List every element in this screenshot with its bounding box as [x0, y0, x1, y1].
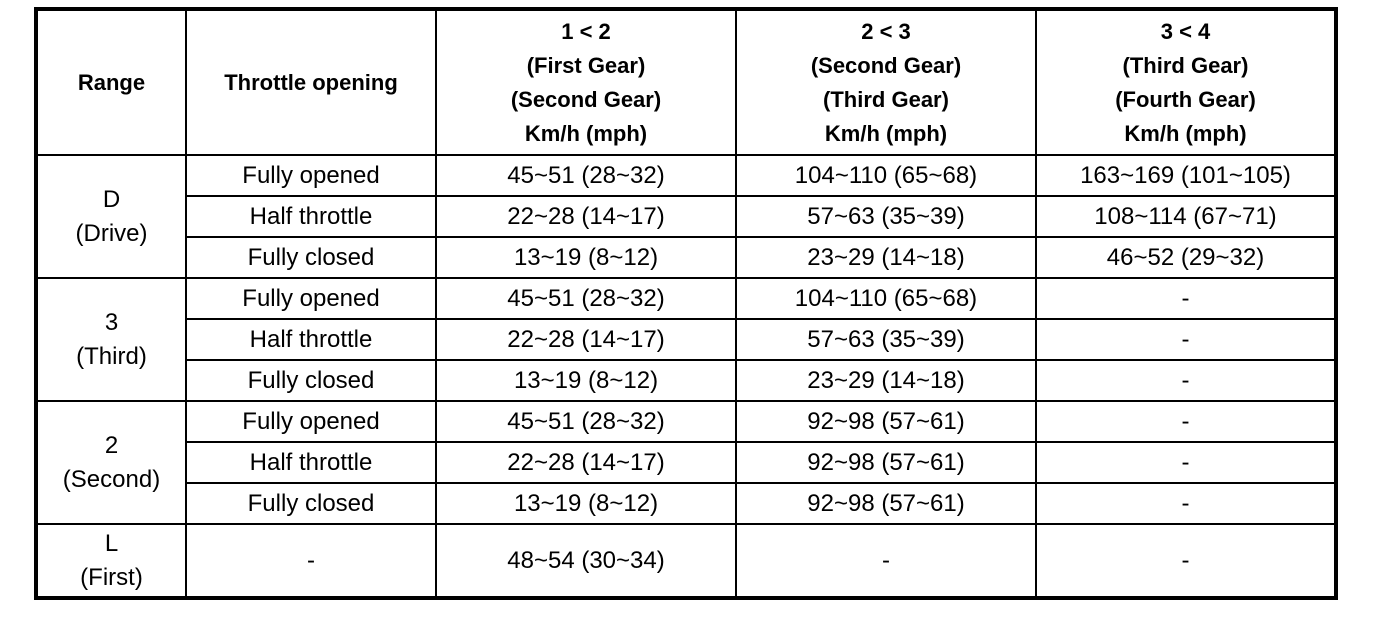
range-cell-first: [36, 524, 186, 598]
speed-cell-1-2: 22~28 (14~17): [436, 196, 736, 237]
speed-cell-2-3: 104~110 (65~68): [736, 155, 1036, 196]
table-row: [36, 278, 1336, 319]
speed-cell-2-3: -: [736, 524, 1036, 598]
speed-cell-2-3: 57~63 (35~39): [736, 319, 1036, 360]
header-gear-2-3-line: (Third Gear): [823, 86, 949, 112]
throttle-cell: Half throttle: [186, 196, 436, 237]
range-cell-second: [36, 401, 186, 524]
range-sublabel: (First): [80, 563, 143, 591]
throttle-cell: Fully closed: [186, 360, 436, 401]
header-range: Range: [36, 9, 186, 155]
throttle-cell: -: [186, 524, 436, 598]
range-sublabel: (Drive): [75, 219, 148, 247]
speed-cell-1-2: 13~19 (8~12): [436, 237, 736, 278]
throttle-cell: Fully opened: [186, 401, 436, 442]
speed-cell-2-3: 92~98 (57~61): [736, 401, 1036, 442]
header-gear-2-3-line: Km/h (mph): [824, 120, 948, 146]
header-gear-2-3-line: 2 < 3: [861, 18, 911, 44]
speed-cell-1-2: 22~28 (14~17): [436, 442, 736, 483]
speed-cell-3-4: 46~52 (29~32): [1036, 237, 1336, 278]
speed-cell-2-3: 57~63 (35~39): [736, 196, 1036, 237]
speed-cell-1-2: 48~54 (30~34): [436, 524, 736, 598]
range-cell-third: [36, 278, 186, 401]
speed-cell-1-2: 45~51 (28~32): [436, 401, 736, 442]
header-gear-3-4-line: 3 < 4: [1160, 18, 1211, 44]
throttle-cell: Half throttle: [186, 319, 436, 360]
range-label: 2: [104, 431, 119, 459]
speed-cell-1-2: 45~51 (28~32): [436, 155, 736, 196]
speed-cell-2-3: 92~98 (57~61): [736, 442, 1036, 483]
throttle-cell: Fully closed: [186, 483, 436, 524]
table-row: [36, 360, 1336, 401]
speed-cell-1-2: 45~51 (28~32): [436, 278, 736, 319]
table-row: [36, 483, 1336, 524]
throttle-cell: Fully closed: [186, 237, 436, 278]
header-gear-2-3: [736, 9, 1036, 155]
speed-cell-2-3: 104~110 (65~68): [736, 278, 1036, 319]
header-row: [36, 9, 1336, 155]
range-sublabel: (Third): [76, 342, 147, 370]
range-cell-drive: [36, 155, 186, 278]
range-label: L: [104, 529, 119, 557]
speed-cell-3-4: 163~169 (101~105): [1036, 155, 1336, 196]
table-row: [36, 524, 1336, 598]
header-gear-1-2: [436, 9, 736, 155]
throttle-cell: Fully opened: [186, 278, 436, 319]
speed-cell-2-3: 23~29 (14~18): [736, 237, 1036, 278]
speed-cell-2-3: 92~98 (57~61): [736, 483, 1036, 524]
header-gear-1-2-line: Km/h (mph): [524, 120, 648, 146]
speed-cell-1-2: 13~19 (8~12): [436, 483, 736, 524]
table-row: [36, 401, 1336, 442]
speed-cell-3-4: -: [1036, 442, 1336, 483]
header-gear-1-2-line: (First Gear): [526, 52, 646, 78]
speed-cell-3-4: 108~114 (67~71): [1036, 196, 1336, 237]
speed-cell-1-2: 13~19 (8~12): [436, 360, 736, 401]
speed-cell-1-2: 22~28 (14~17): [436, 319, 736, 360]
range-label: 3: [104, 308, 119, 336]
speed-cell-2-3: 23~29 (14~18): [736, 360, 1036, 401]
speed-cell-3-4: -: [1036, 319, 1336, 360]
speed-cell-3-4: -: [1036, 524, 1336, 598]
header-gear-3-4-line: (Fourth Gear): [1115, 86, 1256, 112]
range-label: D: [102, 185, 121, 213]
speed-cell-3-4: -: [1036, 278, 1336, 319]
range-sublabel: (Second): [62, 465, 161, 493]
table-row: [36, 155, 1336, 196]
table-row: [36, 196, 1336, 237]
table-row: [36, 442, 1336, 483]
header-gear-3-4-line: (Third Gear): [1122, 52, 1249, 78]
header-gear-3-4: [1036, 9, 1336, 155]
header-gear-2-3-line: (Second Gear): [810, 52, 962, 78]
header-gear-1-2-line: (Second Gear): [510, 86, 662, 112]
header-gear-1-2-line: 1 < 2: [561, 18, 611, 44]
speed-cell-3-4: -: [1036, 360, 1336, 401]
speed-cell-3-4: -: [1036, 483, 1336, 524]
throttle-cell: Half throttle: [186, 442, 436, 483]
header-throttle-opening: Throttle opening: [186, 9, 436, 155]
table-row: [36, 237, 1336, 278]
speed-cell-3-4: -: [1036, 401, 1336, 442]
throttle-cell: Fully opened: [186, 155, 436, 196]
header-gear-3-4-line: Km/h (mph): [1124, 120, 1247, 146]
table-row: [36, 319, 1336, 360]
shift-speed-table: [34, 7, 1338, 600]
